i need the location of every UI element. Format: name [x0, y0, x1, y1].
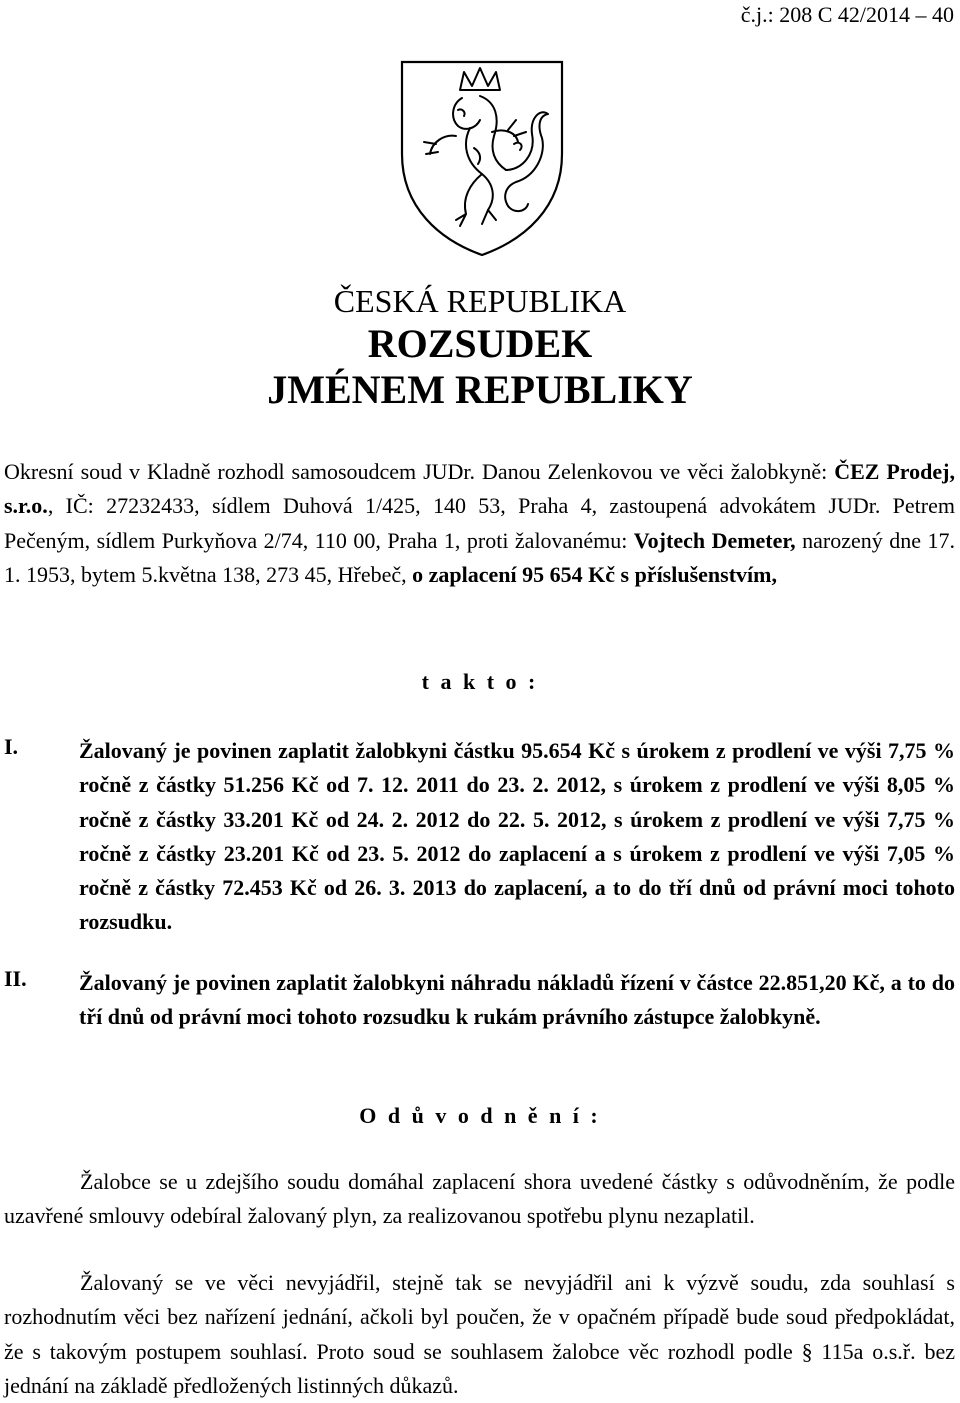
ruling-item-number: I. — [4, 734, 19, 759]
country-name: ČESKÁ REPUBLIKA — [333, 283, 627, 319]
czech-coat-of-arms-lion-icon — [396, 58, 568, 258]
document-title: ROZSUDEK — [367, 321, 593, 366]
case-number: č.j.: 208 C 42/2014 – 40 — [740, 2, 954, 27]
ruling-item-text: Žalovaný je povinen zaplatit žalobkyni náhradu nákladů řízení v částce 22.851,20 Kč, a to do tří dnů od právní moci tohoto rozsudku k rukám právního zástupce žalobkyně. — [79, 970, 955, 1030]
justification-heading: O d ů v o d n ě n í : — [359, 1103, 601, 1128]
ruling-heading: t a k t o : — [421, 669, 539, 694]
ruling-item-number: II. — [4, 966, 27, 991]
intro-text-1: Okresní soud v Kladně rozhodl samosoudcem JUDr. Danou Zelenkovou ve věci žalobkyně: — [4, 459, 835, 484]
defendant-name: Vojtech Demeter, — [633, 527, 796, 553]
justification-paragraph: Žalovaný se ve věci nevyjádřil, stejně tak se nevyjádřil ani k výzvě soudu, zda souhlasí s rozhodnutím věci bez nařízení jednání, ačkoli byl poučen, že v opačném případě bude soud předpokládat, že s takovým postupem souhlasí. Proto soud se souhlasem žalobce věc rozhodl podle § 115a o.s.ř. bez jednání na základě předložených listinných důkazů. — [4, 1270, 955, 1398]
case-introduction — [4, 455, 955, 592]
intro-text-2: , IČ: 27232433, sídlem Duhová 1/425, 140 53, Praha 4, zastoupená advokátem JUDr. Petrem Pečeným, sídlem Purkyňova 2/74, 110 00, Praha 1, proti žalovanému: — [4, 493, 955, 553]
case-subject: o zaplacení 95 654 Kč s příslušenstvím, — [412, 561, 777, 587]
intro-text-3: narozený dne 17. 1. 1953, bytem 5.května 138, 273 45, Hřebeč, — [4, 527, 955, 587]
justification-paragraph: Žalobce se u zdejšího soudu domáhal zaplacení shora uvedené částky s odůvodněním, že podle uzavřené smlouvy odebíral žalovaný plyn, za realizovanou spotřebu plynu nezaplatil. — [4, 1169, 955, 1229]
plaintiff-name: ČEZ Prodej, s.r.o. — [4, 459, 955, 519]
ruling-item-text: Žalovaný je povinen zaplatit žalobkyni částku 95.654 Kč s úrokem z prodlení ve výši 7,75 % ročně z částky 51.256 Kč od 7. 12. 2011 do 23. 2. 2012, s úrokem z prodlení ve výši 8,05 % ročně z částky 33.201 Kč od 24. 2. 2012 do 22. 5. 2012, s úrokem z prodlení ve výši 7,75 % ročně z částky 23.201 Kč od 23. 5. 2012 do zaplacení a s úrokem z prodlení ve výši 7,05 % ročně z částky 72.453 Kč od 26. 3. 2013 do zaplacení, a to do tří dnů od právní moci tohoto rozsudku. — [79, 738, 955, 935]
document-subtitle: JMÉNEM REPUBLIKY — [267, 367, 693, 412]
